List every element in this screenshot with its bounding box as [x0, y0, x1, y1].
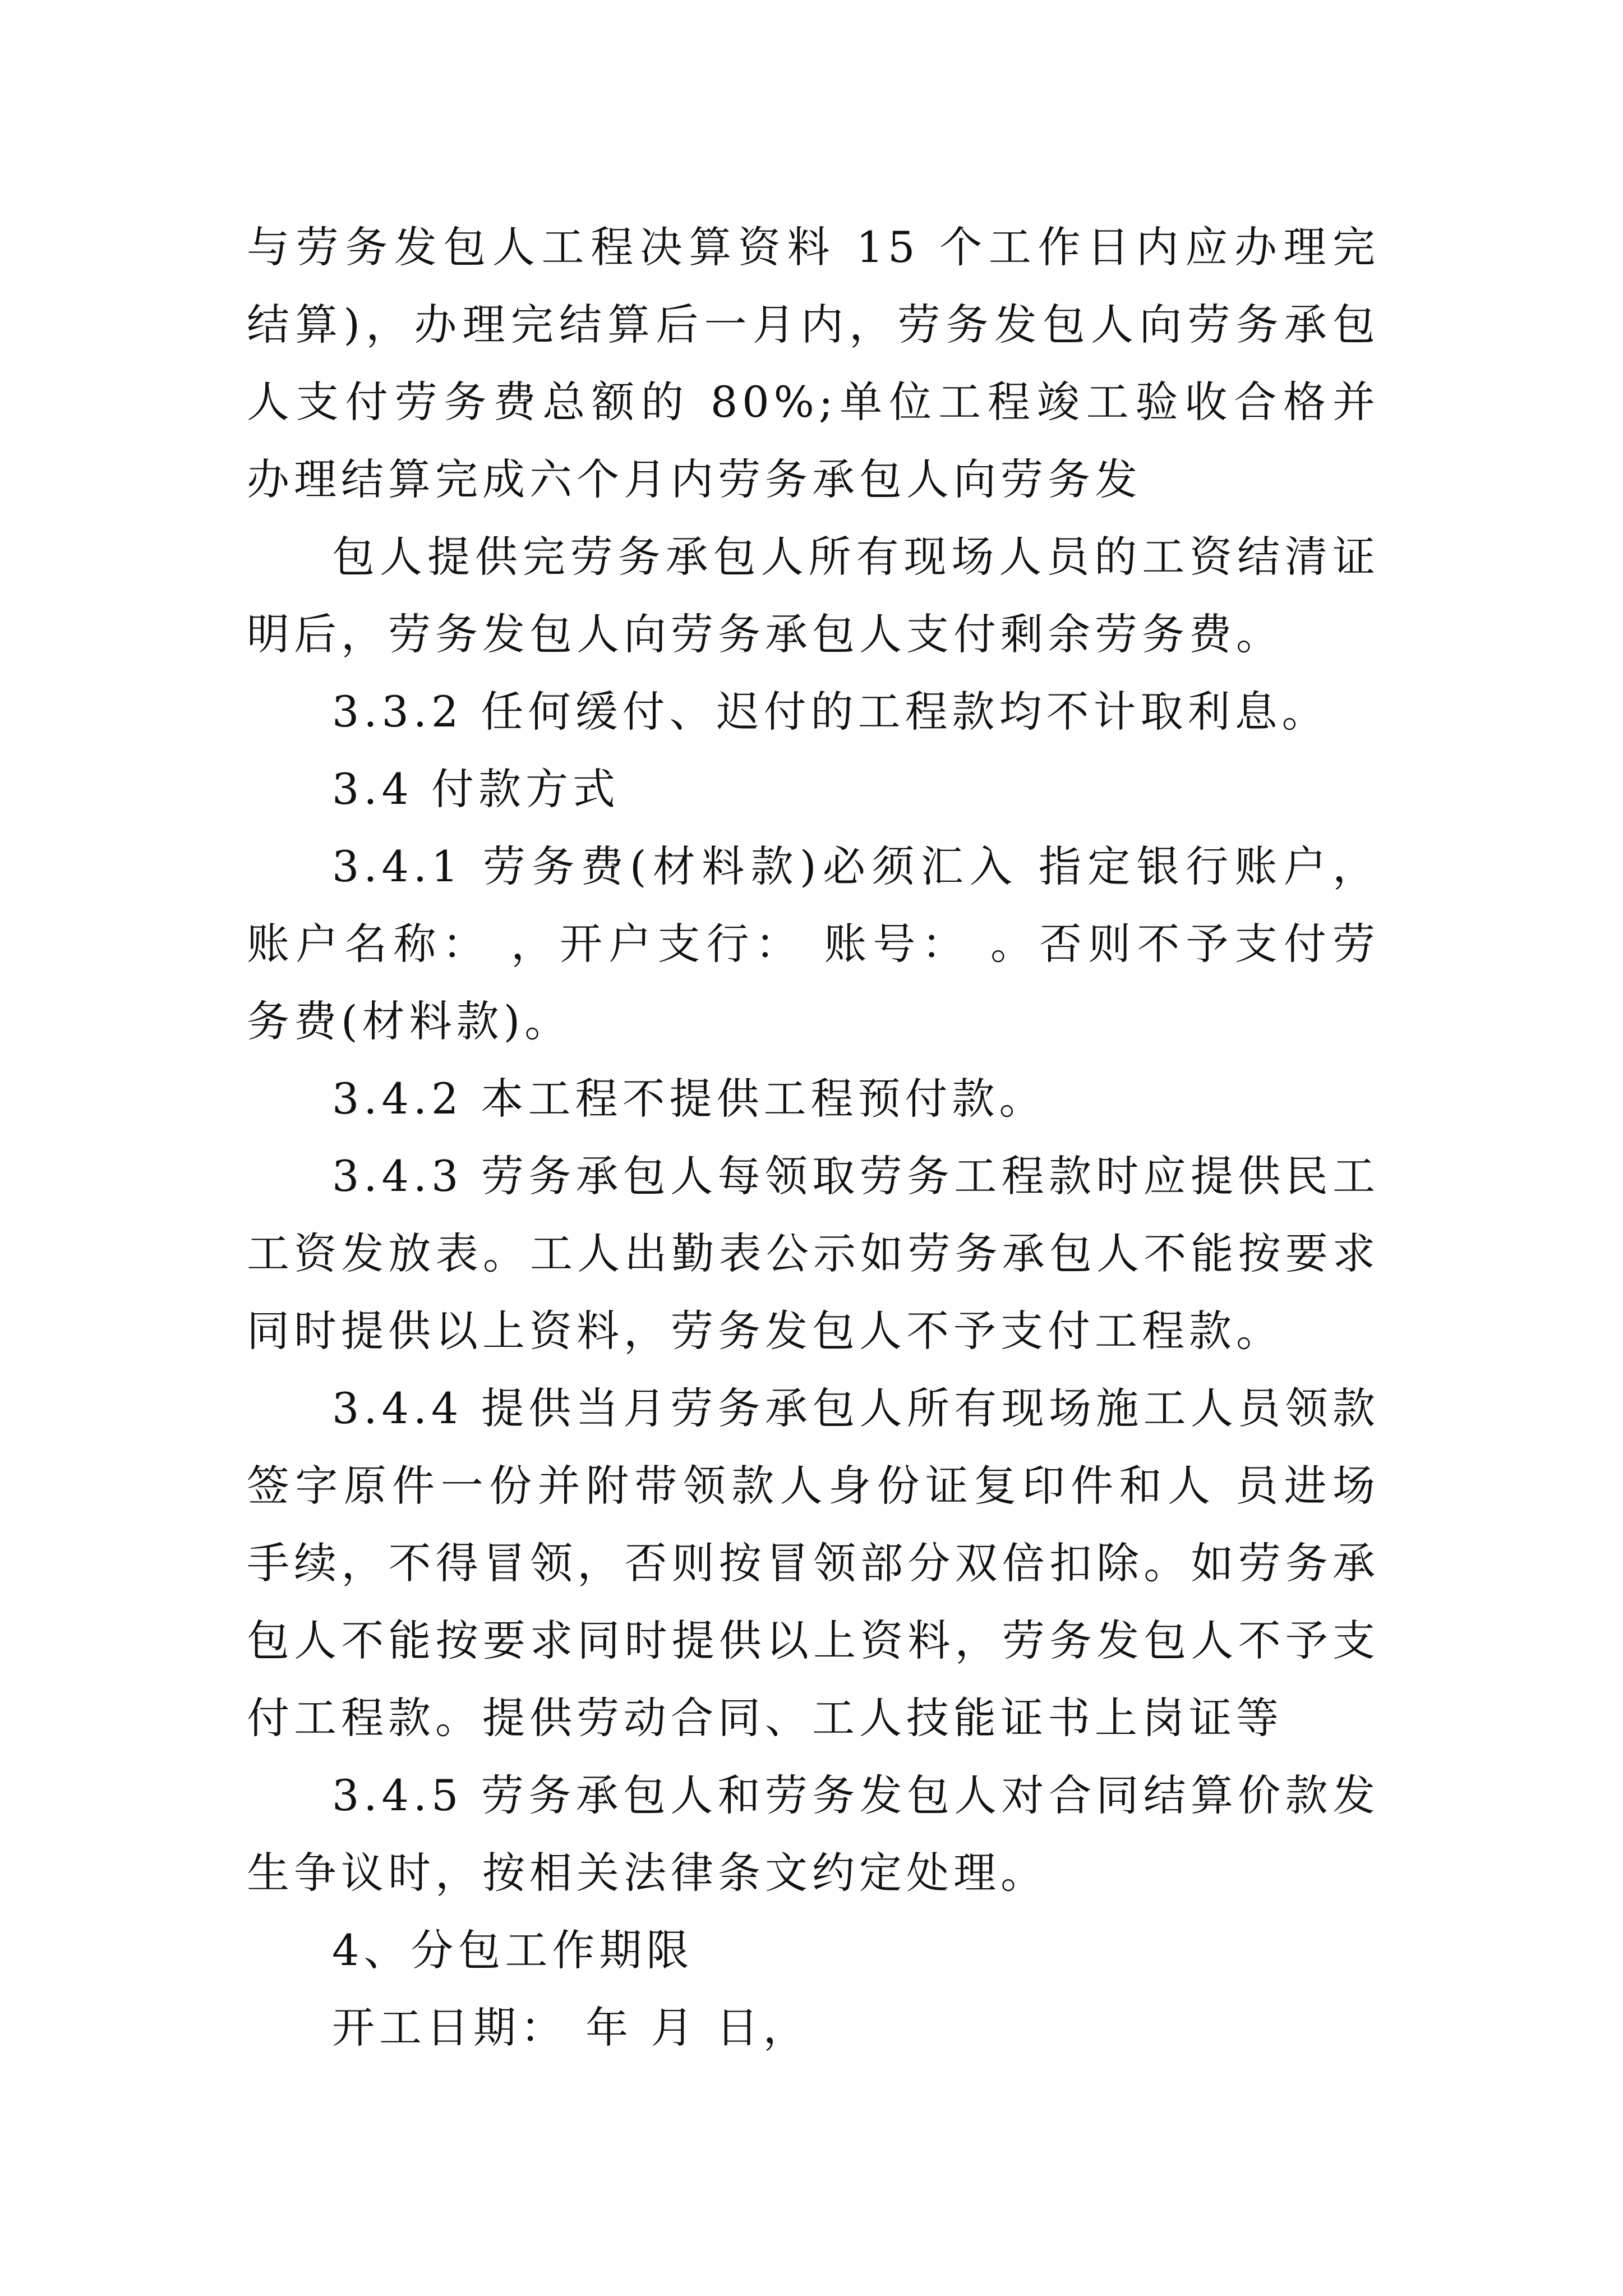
paragraph-start-date: 开工日期： 年 月 日，: [332, 2003, 810, 2053]
paragraph-settlement-continuation: 与劳务发包人工程决算资料 15 个工作日内应办理完结算)，办理完结算后一月内，劳务发包人向劳务承包人支付劳务费总额的 80%;单位工程竣工验收合格并办理结算完成六个月内劳务承包人向劳务发: [247, 222, 1380, 504]
paragraph-wage-clearance: 包人提供完劳务承包人所有现场人员的工资结清证明后，劳务发包人向劳务承包人支付剩余劳务费。: [247, 532, 1380, 659]
paragraph-3-4-4: 3.4.4 提供当月劳务承包人所有现场施工人员领款签字原件一份并附带领款人身份证复印件和人 员进场手续，不得冒领，否则按冒领部分双倍扣除。如劳务承包人不能按要求同时提供以上资料，劳务发包人不予支付工程款。提供劳动合同、工人技能证书上岗证等: [247, 1383, 1380, 1743]
paragraph-3-4-2: 3.4.2 本工程不提供工程预付款。: [332, 1074, 1046, 1124]
heading-4-work-period: 4、分包工作期限: [332, 1925, 694, 1975]
paragraph-3-3-2: 3.3.2 任何缓付、迟付的工程款均不计取利息。: [332, 687, 1329, 737]
document-body: [247, 209, 1380, 2067]
heading-3-4-payment-method: 3.4 付款方式: [332, 764, 620, 814]
paragraph-3-4-1: 3.4.1 劳务费(材料款)必须汇入 指定银行账户，账户名称： ，开户支行： 账号： 。否则不予支付劳务费(材料款)。: [247, 841, 1380, 1046]
paragraph-3-4-5: 3.4.5 劳务承包人和劳务发包人对合同结算价款发生争议时，按相关法律条文约定处理。: [247, 1770, 1380, 1898]
paragraph-3-4-3: 3.4.3 劳务承包人每领取劳务工程款时应提供民工工资发放表。工人出勤表公示如劳务承包人不能按要求同时提供以上资料，劳务发包人不予支付工程款。: [247, 1151, 1380, 1356]
